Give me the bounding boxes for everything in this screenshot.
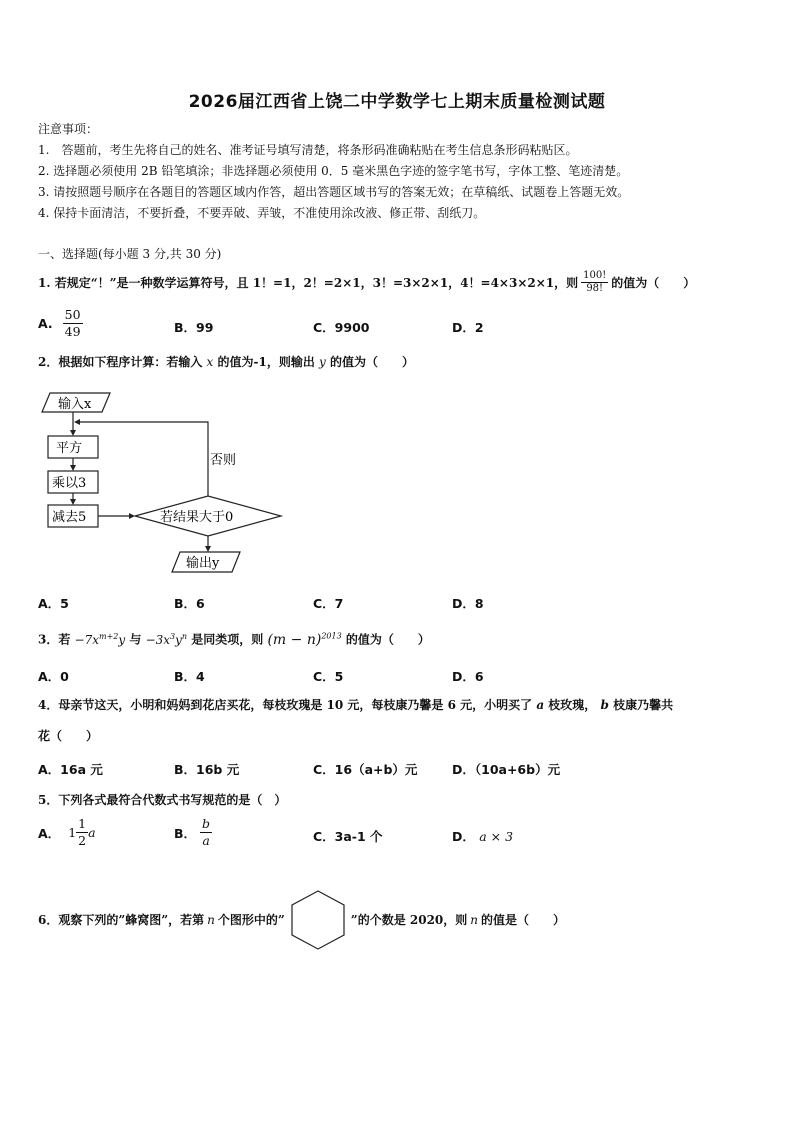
q3-expr1-base: −7x [74,632,100,647]
q5-a-num: 1 [78,816,87,831]
q3-option-d: D．6 [452,669,484,684]
q2-option-b: B．6 [174,596,205,611]
question-4-line2: 花（ ） [38,729,99,743]
q3-expr3-exp: 2013 [321,631,342,640]
q3-mid2: 是同类项，则 [191,632,264,647]
q1-frac-den: 98! [586,283,604,294]
q1-a-den: 49 [64,324,81,339]
q1-option-c: C．9900 [313,320,370,335]
q1-frac-num: 100! [583,270,607,281]
q3-expr1-exp: m+2 [99,631,119,641]
q3-expr2-base: −3x [145,632,171,647]
q4-option-b: B．16b 元 [174,762,240,777]
q3-option-b: B．4 [174,669,205,684]
note-item-2: 2. 选择题必须使用 2B 铅笔填涂；非选择题必须使用 0．5 毫米黑色字迹的签字笔书写，字体工整、笔迹清楚。 [38,164,629,178]
q4-line1-mid: 枝玫瑰， [548,698,597,712]
q3-mid1: 与 [129,632,142,647]
q1-option-b: B．99 [174,320,214,335]
q3-expr1-tail: y [118,632,126,647]
q1-fraction [581,270,608,295]
q3-option-a: A．0 [38,669,69,684]
q5-option-d [452,827,513,845]
q1-option-a [38,307,83,340]
q2-stem-post: 的值为（ ） [330,355,415,369]
q2-flowchart [38,388,298,580]
q5-a-label: A． [38,825,61,841]
q5-b-den: a [202,833,210,848]
q4-option-a: A．16a 元 [38,762,103,777]
q4-line1-post: 枝康乃馨共 [613,698,674,712]
flow-times3-text: 乘以3 [52,476,87,491]
flow-condition-text: 若结果大于0 [160,510,234,525]
q5-option-c: C．3a-1 个 [313,829,383,844]
flow-input-text: 输入x [58,397,92,412]
page-title: 2026届江西省上饶二中学数学七上期末质量检测试题 [188,92,606,112]
q4-var-a: a [536,698,545,712]
q5-option-b [174,816,212,849]
q5-a-fraction [76,816,88,849]
q2-option-c: C．7 [313,596,344,611]
q5-option-a [38,816,96,849]
q5-b-fraction [200,816,212,849]
q5-d-label: D． [452,829,475,844]
q1-tail: 的值为（ ） [611,275,696,290]
note-item-3: 3. 请按照题号顺序在各题目的答题区域内作答，超出答题区域书写的答案无效；在草稿纸、试题卷上答题无效。 [38,185,630,199]
q4-option-d: D．（10a+6b）元 [452,762,561,777]
q5-a-var: a [88,825,96,840]
flow-output-text: 输出y [186,556,220,571]
q5-b-num: b [202,816,211,831]
q1-stem: 1. 若规定“！”是一种数学运算符号，且 1！=1，2！=2×1，3！=3×2×1，4！=4×3×2×1，则 [38,275,579,290]
q1-option-d: D．2 [452,320,484,335]
flow-square-text: 平方 [56,441,83,456]
q4-var-b: b [600,698,609,712]
q3-option-c: C．5 [313,669,344,684]
flow-minus5-text: 减去5 [52,510,87,525]
q5-a-whole: 1 [68,825,77,840]
note-item-4: 4. 保持卡面清洁，不要折叠，不要弄破、弄皱，不准使用涂改液、修正带、刮纸刀。 [38,206,486,220]
section-heading: 一、选择题(每小题 3 分,共 30 分) [38,247,222,261]
q5-d-expr: a × 3 [479,829,514,844]
q4-line1-pre: 4．母亲节这天，小明和妈妈到花店买花，每枝玫瑰是 10 元，每枝康乃馨是 6 元，小明买了 [38,698,533,712]
q3-pre: 3．若 [38,632,71,647]
q4-option-c: C．16（a+b）元 [313,762,418,777]
q3-expr3-base: (m − n) [267,631,322,648]
q3-tail: 的值为（ ） [345,632,430,647]
hexagon-icon [289,889,347,951]
question-4-line1 [38,697,673,713]
q3-expr1 [75,633,126,647]
q6-tail: 的值是（ ） [481,913,566,927]
flow-no-label: 否则 [210,453,237,468]
q6-var-n: n [207,913,215,927]
question-5: 5．下列各式最符合代数式书写规范的是（ ） [38,793,287,807]
q3-expr2-exp1: 3 [170,631,176,641]
q1-a-label: A. [38,316,53,331]
q3-expr2 [146,633,188,647]
q1-a-num: 50 [64,307,81,322]
q2-var-y: y [319,355,326,369]
q2-option-d: D．8 [452,596,484,611]
q2-option-a: A．5 [38,596,69,611]
q2-stem-pre: 2．根据如下程序计算：若输入 [38,355,203,369]
q6-mid: 个图形中的” [217,913,285,927]
q1-a-fraction [63,307,83,340]
q6-post: ”的个数是 2020，则 [350,913,468,927]
question-6 [38,889,565,951]
q3-expr3 [267,632,341,648]
notes-heading: 注意事项： [38,122,99,136]
q5-a-den: 2 [78,833,87,848]
q3-expr2-exp2: n [181,631,188,641]
q6-var-n2: n [470,913,479,927]
question-2 [38,354,414,370]
note-item-1: 1. 答题前，考生先将自己的姓名、准考证号填写清楚，将条形码准确粘贴在考生信息条形码粘贴区。 [38,143,578,157]
q5-b-label: B． [174,825,197,841]
q2-var-x: x [206,355,214,369]
q3-expr2-y: y [175,632,182,647]
question-3 [38,628,430,648]
q6-pre: 6．观察下列的”蜂窝图”，若第 [38,913,205,927]
question-1 [38,270,695,295]
q2-stem-mid: 的值为-1，则输出 [217,355,315,369]
